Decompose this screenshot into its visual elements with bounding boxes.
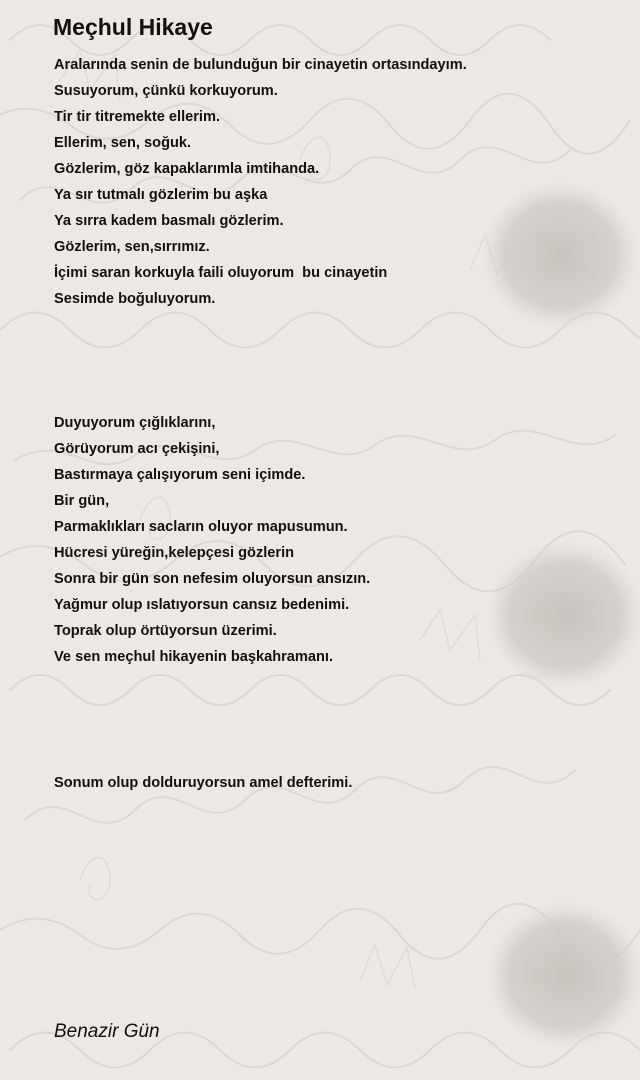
- poem-author: Benazir Gün: [54, 1021, 160, 1042]
- poem-line: Parmaklıkları sacların oluyor mapusumun.: [54, 519, 348, 535]
- poem-line: Ve sen meçhul hikayenin başkahramanı.: [54, 649, 334, 665]
- poem-line: Ellerim, sen, soğuk.: [54, 135, 192, 151]
- poem-line: Tir tir titremekte ellerim.: [54, 109, 221, 125]
- poem-line: Toprak olup örtüyorsun üzerimi.: [54, 623, 277, 639]
- poem-line: Gözlerim, sen,sırrımız.: [54, 239, 210, 255]
- stanza-1: [54, 52, 467, 312]
- poem-line: Sonum olup dolduruyorsun amel defterimi.: [54, 775, 353, 791]
- poem-line: Yağmur olup ıslatıyorsun cansız bedenimi.: [54, 597, 350, 613]
- poem-line: Ya sır tutmalı gözlerim bu aşka: [54, 187, 268, 203]
- poem-line: Sesimde boğuluyorum.: [54, 291, 216, 307]
- poem-line: Bastırmaya çalışıyorum seni içimde.: [54, 467, 306, 483]
- poem-line: Aralarında senin de bulunduğun bir cinayetin ortasındayım.: [54, 57, 467, 73]
- poem-line: Görüyorum acı çekişini,: [54, 441, 220, 457]
- poem-line: Sonra bir gün son nefesim oluyorsun ansızın.: [54, 571, 371, 587]
- poem-line: Hücresi yüreğin,kelepçesi gözlerin: [54, 545, 295, 561]
- stanza-3: [54, 770, 352, 796]
- poem-line: Duyuyorum çığlıklarını,: [54, 415, 216, 431]
- poem-line: Ya sırra kadem basmalı gözlerim.: [54, 213, 284, 229]
- poem-title: Meçhul Hikaye: [53, 14, 213, 40]
- poem-line: Gözlerim, göz kapaklarımla imtihanda.: [54, 161, 320, 177]
- poem-line: Bir gün,: [54, 493, 110, 509]
- poem-line: İçimi saran korkuyla faili oluyorum bu cinayetin: [54, 265, 388, 281]
- stanza-2: [54, 410, 370, 670]
- poem-line: Susuyorum, çünkü korkuyorum.: [54, 83, 278, 99]
